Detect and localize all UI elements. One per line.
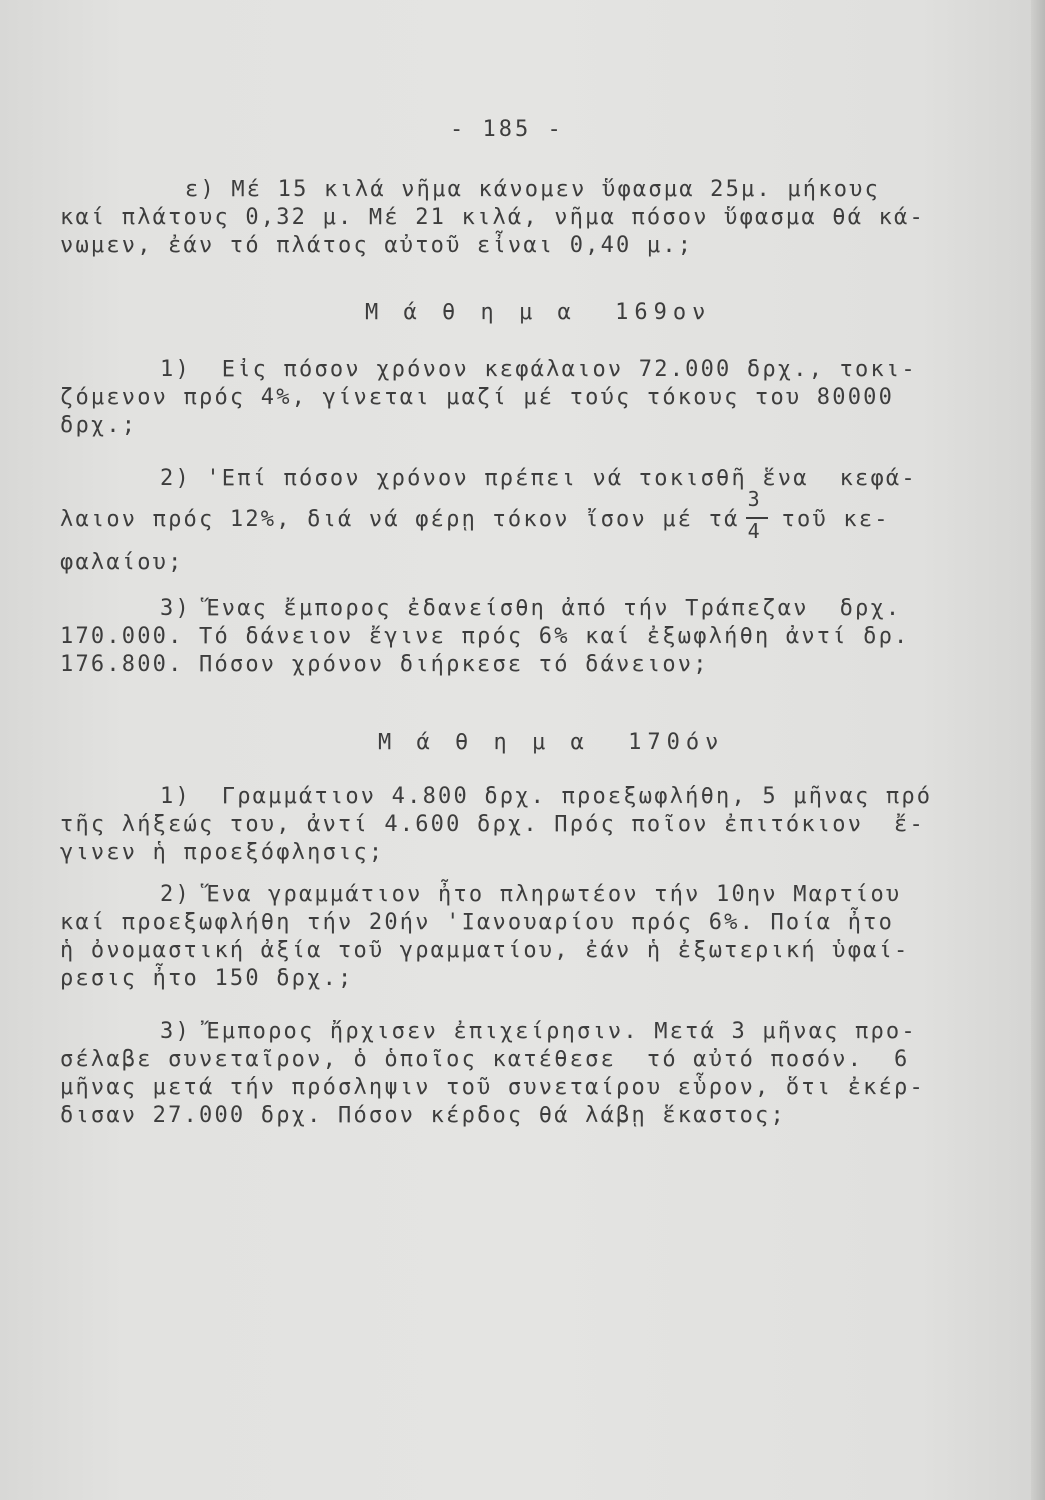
fraction-numerator: 3	[747, 487, 760, 511]
intro-problem-line: καί πλάτους 0,32 μ. Μέ 21 κιλά, νῆμα πόσον ὕφασμα θά κά-	[60, 205, 925, 230]
lesson-170-problem-3-line: 3) Ἔμπορος ἤρχισεν ἐπιχείρησιν. Μετά 3 μῆνας προ-	[160, 1019, 917, 1044]
lesson-169-heading: Μ ά θ η μ α 169ον	[365, 300, 712, 325]
lesson-170-problem-1-line: τῆς λήξεώς του, ἀντί 4.600 δρχ. Πρός ποῖον ἐπιτόκιον ἔ-	[60, 812, 925, 837]
lesson-170-problem-3-line: δισαν 27.000 δρχ. Πόσον κέρδος θά λάβῃ ἕκαστος;	[60, 1103, 786, 1128]
fraction-line-tail: τοῦ κε-	[781, 507, 890, 532]
lesson-170-problem-3-line: μῆνας μετά τήν πρόσληψιν τοῦ συνεταίρου εὗρον, ὅτι ἐκέρ-	[60, 1075, 925, 1100]
lesson-169-problem-2-line: 2) 'Επί πόσον χρόνον πρέπει νά τοκισθῆ ἕνα κεφά-	[160, 466, 917, 491]
page-number: - 185 -	[450, 117, 564, 142]
lesson-170-problem-1-line: 1) Γραμμάτιον 4.800 δρχ. προεξωφλήθη, 5 μῆνας πρό	[160, 784, 933, 809]
lesson-169-problem-3-line: 170.000. Τό δάνειον ἔγινε πρός 6% καί ἐξωφλήθη ἀντί δρ.	[60, 624, 910, 649]
lesson-169-problem-1-line: ζόμενον πρός 4%, γίνεται μαζί μέ τούς τόκους του 80000	[60, 385, 895, 410]
lesson-169-problem-3-line: 3) Ἕνας ἔμπορος ἐδανείσθη ἀπό τήν Τράπεζαν δρχ.	[160, 596, 902, 621]
lesson-170-problem-1-line: γινεν ἡ προεξόφλησις;	[60, 840, 385, 865]
lesson-170-problem-2-line: 2) Ἕνα γραμμάτιον ἦτο πληρωτέον τήν 10ην Μαρτίου	[160, 882, 902, 907]
fraction-denominator: 4	[747, 519, 760, 543]
lesson-170-problem-2-line: καί προεξωφλήθη τήν 20ήν 'Ιανουαρίου πρός 6%. Ποία ἦτο	[60, 910, 895, 935]
lesson-169-problem-1-line: 1) Εἰς πόσον χρόνον κεφάλαιον 72.000 δρχ., τοκι-	[160, 357, 917, 382]
lesson-169-problem-2-line: φαλαίου;	[60, 550, 184, 575]
lesson-170-heading: Μ ά θ η μ α 170όν	[378, 730, 725, 755]
intro-problem-line: νωμεν, ἐάν τό πλάτος αὐτοῦ εἶναι 0,40 μ.;	[60, 233, 694, 258]
lesson-169-problem-2-line	[60, 487, 960, 543]
lesson-170-problem-3-line: σέλαβε συνεταῖρον, ὁ ὁποῖος κατέθεσε τό αὐτό ποσόν. 6	[60, 1047, 910, 1072]
lesson-169-problem-3-line: 176.800. Πόσον χρόνον διήρκεσε τό δάνειον;	[60, 652, 709, 677]
fraction-line-text: λαιον πρός 12%, διά νά φέρῃ τόκον ἴσον μέ τά	[60, 507, 740, 532]
lesson-170-problem-2-line: ἡ ὀνομαστική ἀξία τοῦ γραμματίου, ἐάν ἡ ἐξωτερική ὑφαί-	[60, 938, 910, 963]
fraction-three-quarters	[746, 487, 768, 543]
lesson-170-problem-2-line: ρεσις ἦτο 150 δρχ.;	[60, 966, 354, 991]
lesson-169-problem-1-line: δρχ.;	[60, 413, 138, 438]
intro-problem-line: ε) Μέ 15 κιλά νῆμα κάνομεν ὕφασμα 25μ. μήκους	[185, 177, 881, 202]
